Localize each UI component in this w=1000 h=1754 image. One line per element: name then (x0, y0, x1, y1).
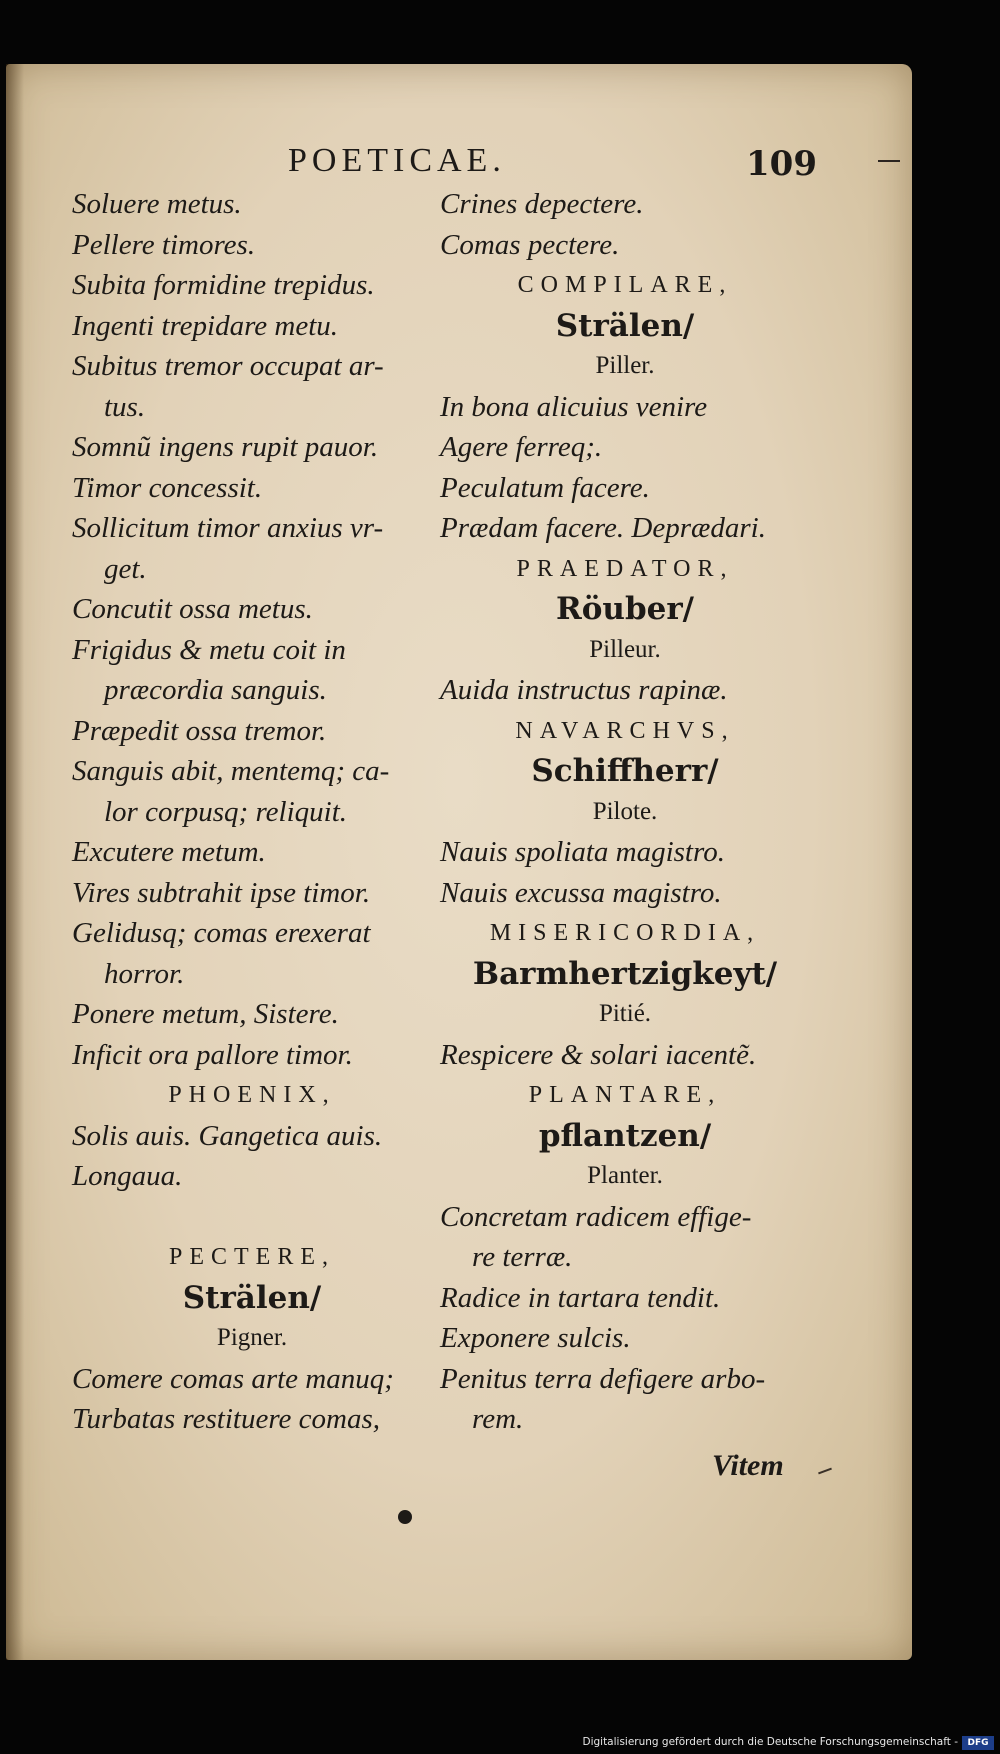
text-line: Concutit ossa metus. (72, 593, 313, 625)
entry-heading: NAVARCHVS, (515, 717, 735, 744)
text-line: lor corpusq; reliquit. (104, 795, 348, 828)
text-line: horror. (104, 957, 185, 990)
text-line: Radice in tartara tendit. (440, 1281, 721, 1314)
entry-heading: PECTERE, (168, 1244, 335, 1270)
header-margin-mark (878, 160, 900, 162)
german-gloss: Barmhertzigkeyt/ (472, 955, 778, 992)
french-gloss: Planter. (587, 1162, 663, 1189)
french-gloss: Piller. (595, 352, 655, 379)
entry-heading: PRAEDATOR, (516, 555, 734, 582)
page-number: 109 (746, 144, 817, 184)
text-line: Comere comas arte manuq; (72, 1362, 394, 1395)
text-line: tus. (104, 390, 146, 423)
text-line: Frigidus & metu coit in (72, 633, 346, 666)
text-line: Crines depectere. (440, 188, 644, 220)
text-line: Comas pectere. (440, 228, 620, 261)
french-gloss: Pilote. (592, 797, 658, 825)
text-line: Agere ferreq;. (440, 431, 603, 463)
text-line: Peculatum facere. (440, 471, 650, 504)
text-line: Gelidusq; comas erexerat (72, 917, 371, 949)
text-line: Respicere & solari iacentẽ. (440, 1038, 757, 1071)
text-line: Auida instructus rapinæ. (440, 674, 728, 706)
text-line: Excutere metum. (72, 836, 266, 868)
entry-heading: COMPILARE, (517, 272, 733, 298)
text-line: In bona alicuius venire (440, 390, 708, 423)
text-line: Longaua. (72, 1160, 183, 1192)
text-line: Inficit ora pallore timor. (72, 1038, 353, 1071)
text-line: Solis auis. Gangetica auis. (72, 1119, 383, 1152)
text-line: Somnũ ingens rupit pauor. (72, 431, 379, 463)
text-line: Timor concessit. (72, 471, 263, 504)
text-line: Subitus tremor occupat ar- (72, 350, 384, 382)
text-line: Concretam radicem effige- (440, 1200, 752, 1233)
french-gloss: Pilleur. (589, 635, 661, 663)
text-line: re terræ. (472, 1241, 573, 1273)
page-spine-shadow (6, 64, 24, 1660)
text-line: rem. (472, 1403, 524, 1435)
text-line: Pellere timores. (72, 228, 256, 261)
french-gloss: Pitié. (598, 1000, 652, 1027)
german-gloss: pflantzen/ (538, 1117, 712, 1154)
text-line: Prædam facere. Deprædari. (440, 512, 766, 544)
text-line: Nauis excussa magistro. (440, 876, 722, 909)
german-gloss: Röuber/ (555, 591, 695, 627)
running-header: POETICAE. (288, 142, 506, 179)
french-gloss: Pigner. (216, 1324, 288, 1351)
text-line: Subita formidine trepidus. (72, 269, 375, 301)
text-line: Penitus terra defigere arbo- (440, 1362, 766, 1395)
text-line: Vires subtrahit ipse timor. (72, 876, 371, 909)
left-column (72, 184, 432, 1440)
text-line: Nauis spoliata magistro. (440, 836, 725, 868)
entry-heading: MISERICORDIA, (489, 920, 761, 946)
right-column (440, 184, 810, 1440)
text-line: Ingenti trepidare metu. (72, 309, 339, 342)
german-gloss: Schiffherr/ (531, 753, 719, 789)
text-line: Sanguis abit, mentemq; ca- (72, 755, 390, 787)
text-line: præcordia sanguis. (104, 674, 327, 706)
text-line: Exponere sulcis. (440, 1322, 631, 1354)
text-line: Præpedit ossa tremor. (72, 714, 327, 747)
digitization-credit: Digitalisierung gefördert durch die Deutsche Forschungsgemeinschaft - (582, 1736, 958, 1748)
entry-heading: PLANTARE, (528, 1082, 722, 1108)
text-line: Sollicitum timor anxius vr- (72, 512, 384, 544)
german-gloss: Strälen/ (182, 1279, 322, 1316)
catchword: Vitem (712, 1449, 784, 1482)
german-gloss: Strälen/ (555, 307, 695, 344)
text-line: Turbatas restituere comas, (72, 1403, 380, 1435)
text-line: Ponere metum, Sistere. (72, 998, 339, 1030)
text-line: Soluere metus. (72, 188, 242, 220)
dfg-logo: DFG (962, 1736, 994, 1750)
ink-dot (398, 1510, 412, 1524)
blank-line (72, 1197, 432, 1238)
entry-heading: PHOENIX, (168, 1082, 336, 1108)
text-line: get. (104, 552, 147, 585)
